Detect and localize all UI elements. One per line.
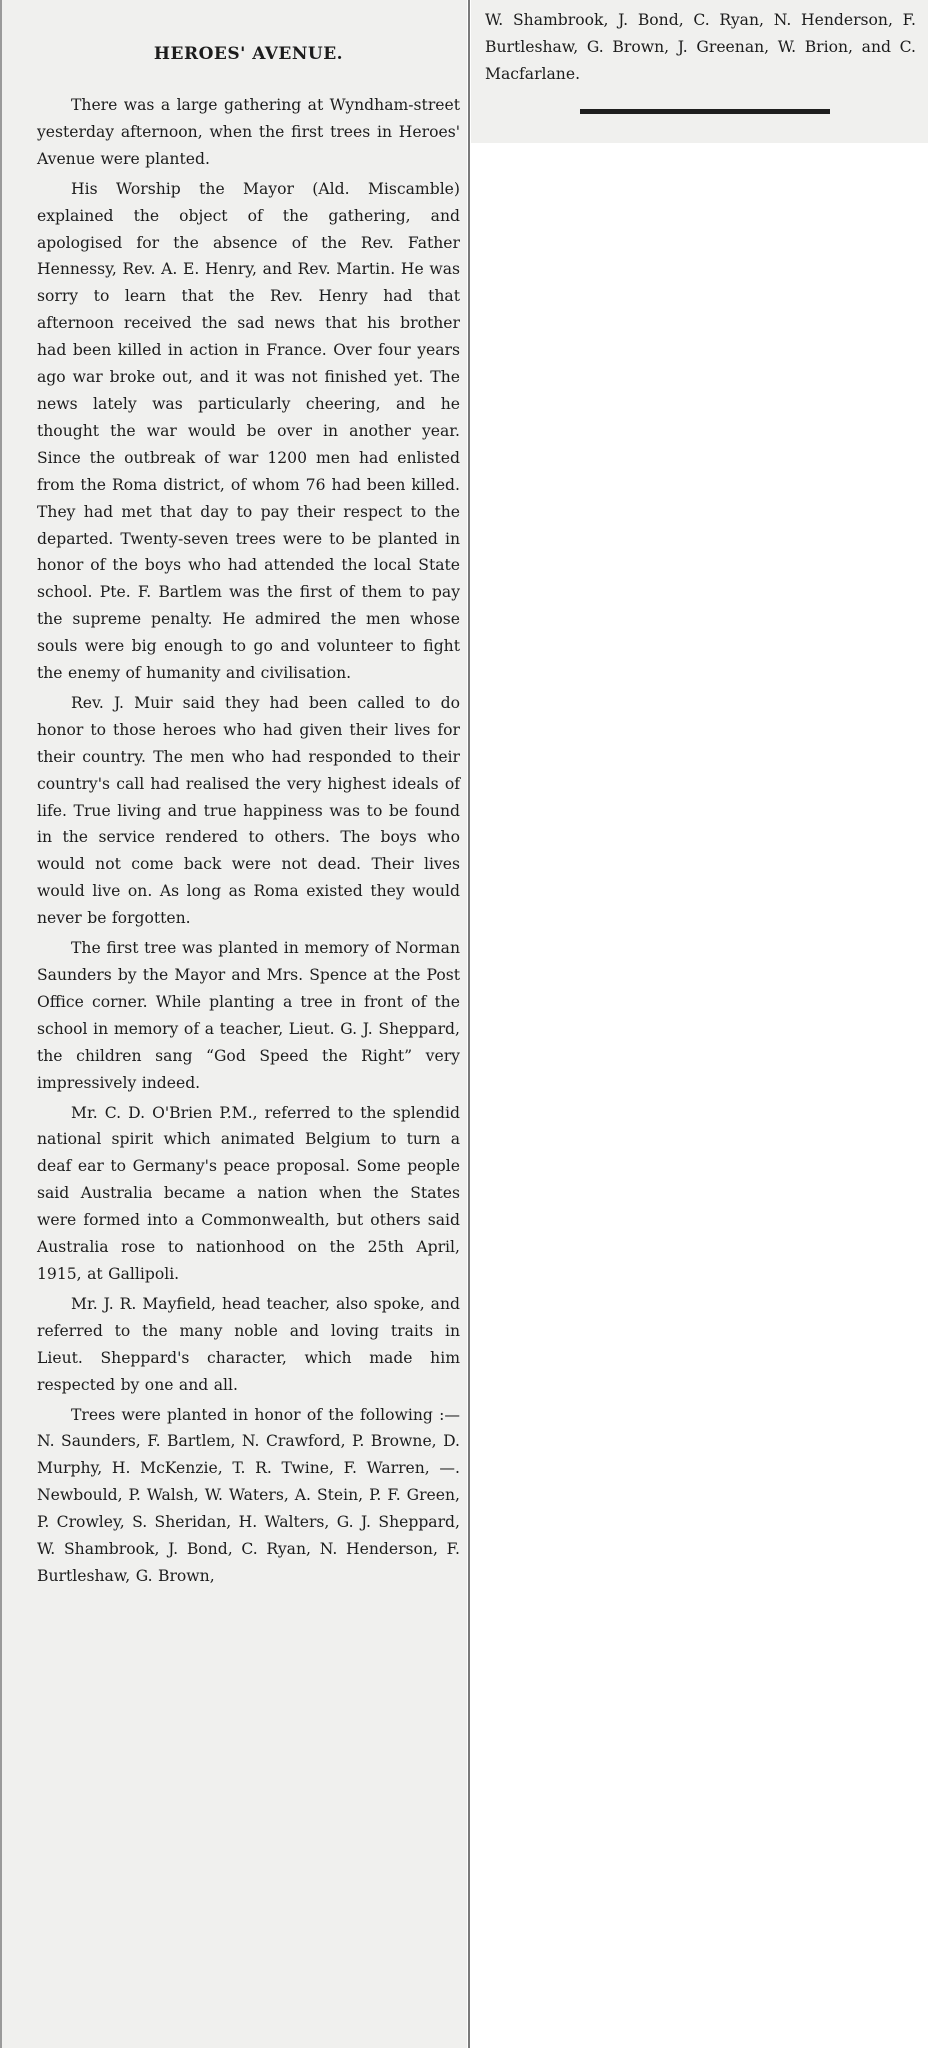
article-paragraph-2: His Worship the Mayor (Ald. Miscamble) explained the object of the gathering, and apologised for the absence of the Rev. Father Hennessy, Rev. A. E. Henry, and Rev. Martin. He was sorry to learn that the Rev. Henry had that afternoon received the sad news that his brother had been killed in action in France. Over four years ago war broke out, and it was not finished yet. The news lately was particularly cheering, and he thought the war would be over in another year. Since the outbreak of war 1200 men had enlisted from the Roma district, of whom 76 had been killed. They had met that day to pay their respect to the departed. Twenty-seven trees were to be planted in honor of the boys who had attended the local State school. Pte. F. Bartlem was the first of them to pay the supreme penalty. He admired the men whose souls were big enough to go and volunteer to fight the enemy of humanity and civilisation. (37, 179, 460, 683)
article-paragraph-7: Trees were planted in honor of the following :—N. Saunders, F. Bartlem, N. Crawford, P. Browne, D. Murphy, H. McKenzie, T. R. Twine, F. Warren, —. Newbould, P. Walsh, W. Waters, A. Stein, P. F. Green, P. Crowley, S. Sheridan, H. Walters, G. J. Sheppard, W. Shambrook, J. Bond, C. Ryan, N. Henderson, F. Burtleshaw, G. Brown, (37, 1405, 460, 1585)
article-headline: HEROES' AVENUE. (153, 44, 344, 64)
article-paragraph-4: The first tree was planted in memory of Norman Saunders by the Mayor and Mrs. Spence at the Post Office corner. While planting a tree in front of the school in memory of a teacher, Lieut. G. J. Sheppard, the children sang “God Speed the Right” very impressively indeed. (37, 939, 460, 1092)
article-paragraph-3: Rev. J. Muir said they had been called to do honor to those heroes who had given their lives for their country. The men who had responded to their country's call had realised the very highest ideals of life. True living and true happiness was to be found in the service rendered to others. The boys who would not come back were not dead. Their lives would live on. As long as Roma existed they would never be forgotten. (37, 693, 460, 928)
article-end-rule (580, 109, 830, 114)
article-paragraph-6: Mr. J. R. Mayfield, head teacher, also spoke, and referred to the many noble and loving traits in Lieut. Sheppard's character, which made him respected by one and all. (37, 1294, 460, 1394)
article-paragraph-1: There was a large gathering at Wyndham-street yesterday afternoon, when the first trees in Heroes' Avenue were planted. (37, 96, 460, 168)
article-clipping-right (471, 0, 928, 143)
article-continuation: W. Shambrook, J. Bond, C. Ryan, N. Henderson, F. Burtleshaw, G. Brown, J. Greenan, W. Brion, and C. Macfarlane. (485, 11, 916, 83)
column-divider (468, 0, 470, 2048)
article-paragraph-5: Mr. C. D. O'Brien P.M., referred to the splendid national spirit which animated Belgium to turn a deaf ear to Germany's peace proposal. Some people said Australia became a nation when the States were formed into a Commonwealth, but others said Australia rose to nationhood on the 25th April, 1915, at Gallipoli. (37, 1103, 460, 1283)
